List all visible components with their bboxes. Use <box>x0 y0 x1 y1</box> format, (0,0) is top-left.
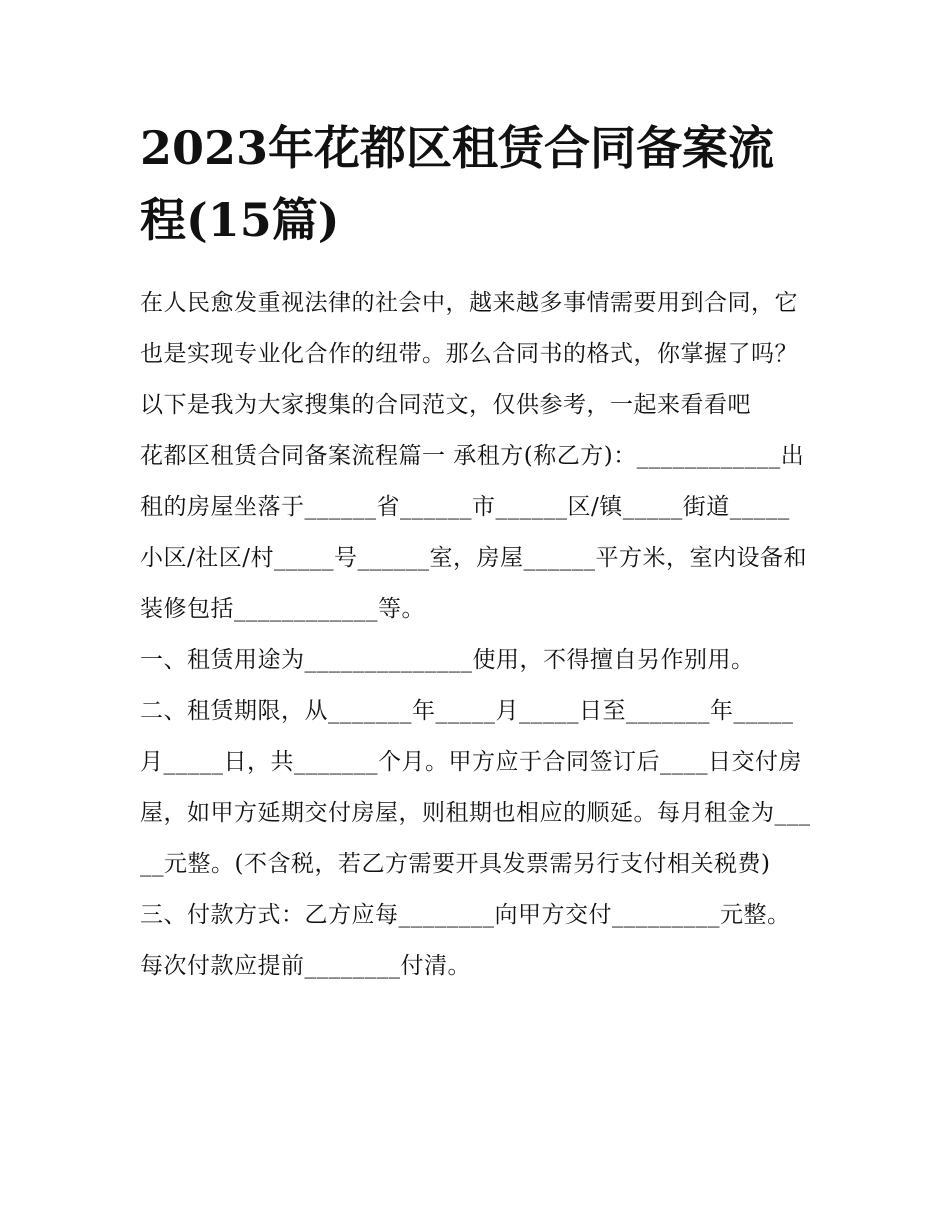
clause-term: 二、租赁期限，从_______年_____月_____日至_______年_____月_____日，共_______个月。甲方应于合同签订后____日交付房屋，如甲方延期交付房屋，则租期也相应的顺延。每月租金为_____元整。(不含税，若乙方需要开具发票需另行支付相关税费) <box>140 698 811 877</box>
lessee-paragraph: 花都区租赁合同备案流程篇一 承租方(称乙方)：____________出租的房屋坐落于______省______市______区/镇_____街道_____小区/社区/村_____号______室，房屋______平方米，室内设备和装修包括____________等。 <box>140 443 807 622</box>
document-page <box>140 112 812 992</box>
document-title: 2023年花都区租赁合同备案流程(15篇) <box>140 121 775 247</box>
intro-paragraph: 在人民愈发重视法律的社会中，越来越多事情需要用到合同，它也是实现专业化合作的纽带。那么合同书的格式，你掌握了吗？以下是我为大家搜集的合同范文，仅供参考，一起来看看吧 <box>140 290 798 418</box>
clause-usage: 一、租赁用途为______________使用，不得擅自另作别用。 <box>140 647 755 673</box>
clause-payment: 三、付款方式：乙方应每________向甲方交付_________元整。每次付款应提前________付清。 <box>140 902 791 979</box>
